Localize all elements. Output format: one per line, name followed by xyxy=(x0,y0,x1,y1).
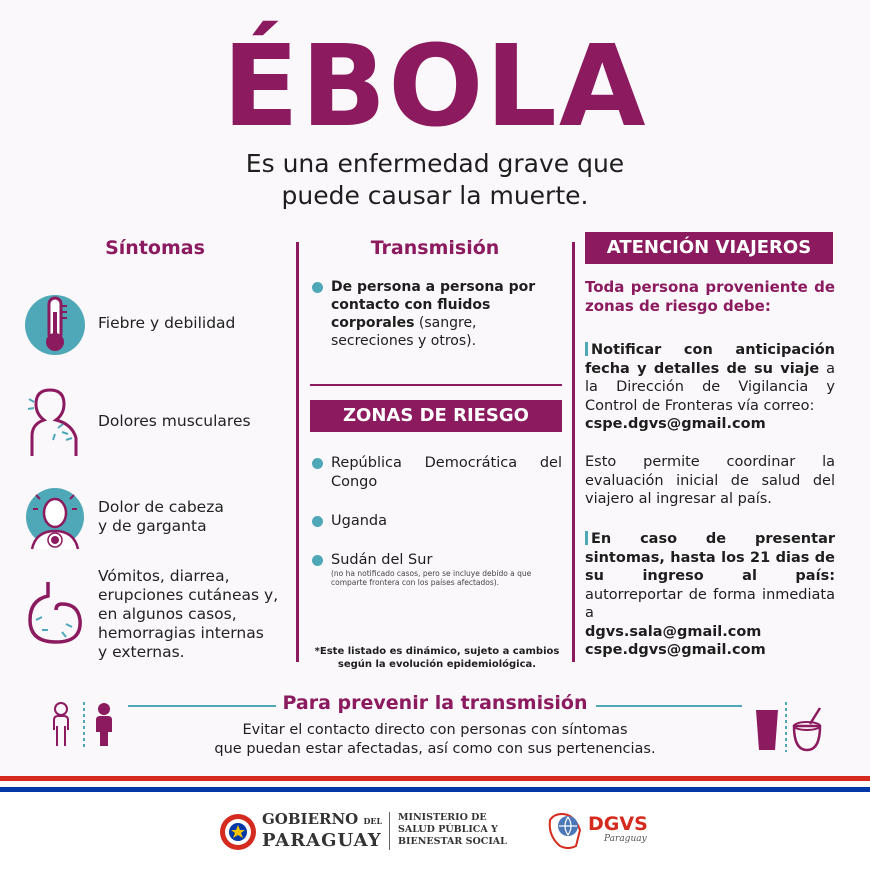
prevention-rule-left xyxy=(128,705,276,707)
government-logo-text xyxy=(262,810,382,852)
risk-footnote xyxy=(306,645,568,671)
bullet-dot xyxy=(312,458,323,469)
dgvs-subtext: Paraguay xyxy=(604,834,647,844)
stomach-icon xyxy=(22,580,88,652)
notify-email[interactable]: cspe.dgvs@gmail.com xyxy=(585,416,766,432)
report-email-1[interactable]: dgvs.sala@gmail.com xyxy=(585,623,762,640)
symptom-line: y de garganta xyxy=(98,517,207,535)
bar-marker xyxy=(585,342,588,356)
risk-zone-item xyxy=(312,454,562,491)
report-email-2[interactable]: cspe.dgvs@gmail.com xyxy=(585,642,766,658)
ministry-line: SALUD PÚBLICA Y xyxy=(398,824,498,835)
page-title: ÉBOLA xyxy=(222,22,648,152)
transmission-bold: De persona a persona por contacto con fluidos corporales xyxy=(331,279,536,331)
bullet-dot xyxy=(312,555,323,566)
risk-zone-name: Uganda xyxy=(331,513,387,529)
divider-right xyxy=(572,242,575,662)
symptoms-heading: Síntomas xyxy=(105,237,205,259)
headache-icon xyxy=(24,487,86,557)
footer-divider xyxy=(389,812,390,850)
national-emblem-logo xyxy=(218,812,258,856)
risk-zones-heading: ZONAS DE RIESGO xyxy=(310,400,562,432)
travelers-heading: ATENCIÓN VIAJEROS xyxy=(585,232,833,264)
symptom-line: erupciones cutáneas y, xyxy=(98,586,279,604)
symptom-line: Dolor de cabeza xyxy=(98,498,224,516)
gov-line-2: PARAGUAY xyxy=(262,830,382,851)
transmission-heading: Transmisión xyxy=(370,237,500,259)
ministry-line: BIENESTAR SOCIAL xyxy=(398,836,507,847)
risk-zone-name: República Democrática del Congo xyxy=(331,455,562,490)
symptom-line: Fiebre y debilidad xyxy=(98,314,236,332)
section-divider xyxy=(310,384,562,386)
report-bold: En caso de presentar sintomas, hasta los 21 dias de su ingreso al país: xyxy=(585,531,835,584)
bullet-dot xyxy=(312,516,323,527)
prevention-line: que puedan estar afectadas, así como con sus pertenencias. xyxy=(214,741,656,757)
page-subtitle xyxy=(0,148,870,212)
divider-left xyxy=(296,242,299,662)
risk-zone-note: (no ha notificado casos, pero se incluye debido a que comparte frontera con los países afectados). xyxy=(331,569,532,587)
symptom-text-1 xyxy=(98,314,235,333)
prevention-heading: Para prevenir la transmisión xyxy=(282,692,588,714)
footnote-line: según la evolución epidemiológica. xyxy=(337,659,537,670)
symptom-text-4 xyxy=(98,567,278,662)
report-rest: autorreportar de forma inmediata a xyxy=(585,586,835,621)
ministry-logo-text xyxy=(398,812,507,848)
symptom-line: Dolores musculares xyxy=(98,412,251,430)
symptom-line: en algunos casos, xyxy=(98,605,237,623)
symptom-line: Vómitos, diarrea, xyxy=(98,567,230,585)
gov-del: DEL xyxy=(363,816,383,826)
notify-rest: a la Dirección de Vigilancia y Control de Fronteras vía correo: xyxy=(585,360,835,414)
transmission-item xyxy=(312,278,560,350)
subtitle-line-2: puede causar la muerte. xyxy=(281,181,589,210)
travelers-intro: Toda persona proveniente de zonas de riesgo debe: xyxy=(585,278,835,315)
risk-zone-text xyxy=(331,551,564,587)
bullet-dot xyxy=(312,282,323,293)
prevention-rule-right xyxy=(596,705,742,707)
persons-icon xyxy=(50,700,118,754)
footnote-line: *Este listado es dinámico, sujeto a cambios xyxy=(314,646,560,657)
risk-zone-name: Sudán del Sur xyxy=(331,552,433,568)
transmission-text xyxy=(331,278,560,350)
transmission-rest: (sangre, secreciones y otros). xyxy=(331,315,477,349)
symptom-text-3 xyxy=(98,498,224,536)
risk-zone-item xyxy=(312,512,562,530)
prevention-text xyxy=(150,721,720,759)
symptom-line: y externas. xyxy=(98,643,185,661)
prevention-line: Evitar el contacto directo con personas con síntomas xyxy=(242,722,628,738)
bar-marker xyxy=(585,531,588,545)
thermometer-icon xyxy=(24,294,86,360)
notify-block xyxy=(585,341,835,434)
risk-zone-item xyxy=(312,551,564,587)
cup-and-mate-icon xyxy=(752,700,824,760)
symptoms-report-block xyxy=(585,530,835,660)
subtitle-line-1: Es una enfermedad grave que xyxy=(245,149,625,178)
dgvs-text: DGVS xyxy=(588,813,648,835)
purpose-text: Esto permite coordinar la evaluación inicial de salud del viajero al ingresar al país. xyxy=(585,454,835,507)
gov-line-1: GOBIERNO xyxy=(262,810,359,828)
symptom-text-2 xyxy=(98,412,251,431)
symptom-line: hemorragias internas xyxy=(98,624,264,642)
notify-bold: Notificar con anticipación fecha y detalles de su viaje xyxy=(585,342,835,377)
muscle-pain-icon xyxy=(22,384,86,462)
ministry-line: MINISTERIO DE xyxy=(398,812,487,823)
